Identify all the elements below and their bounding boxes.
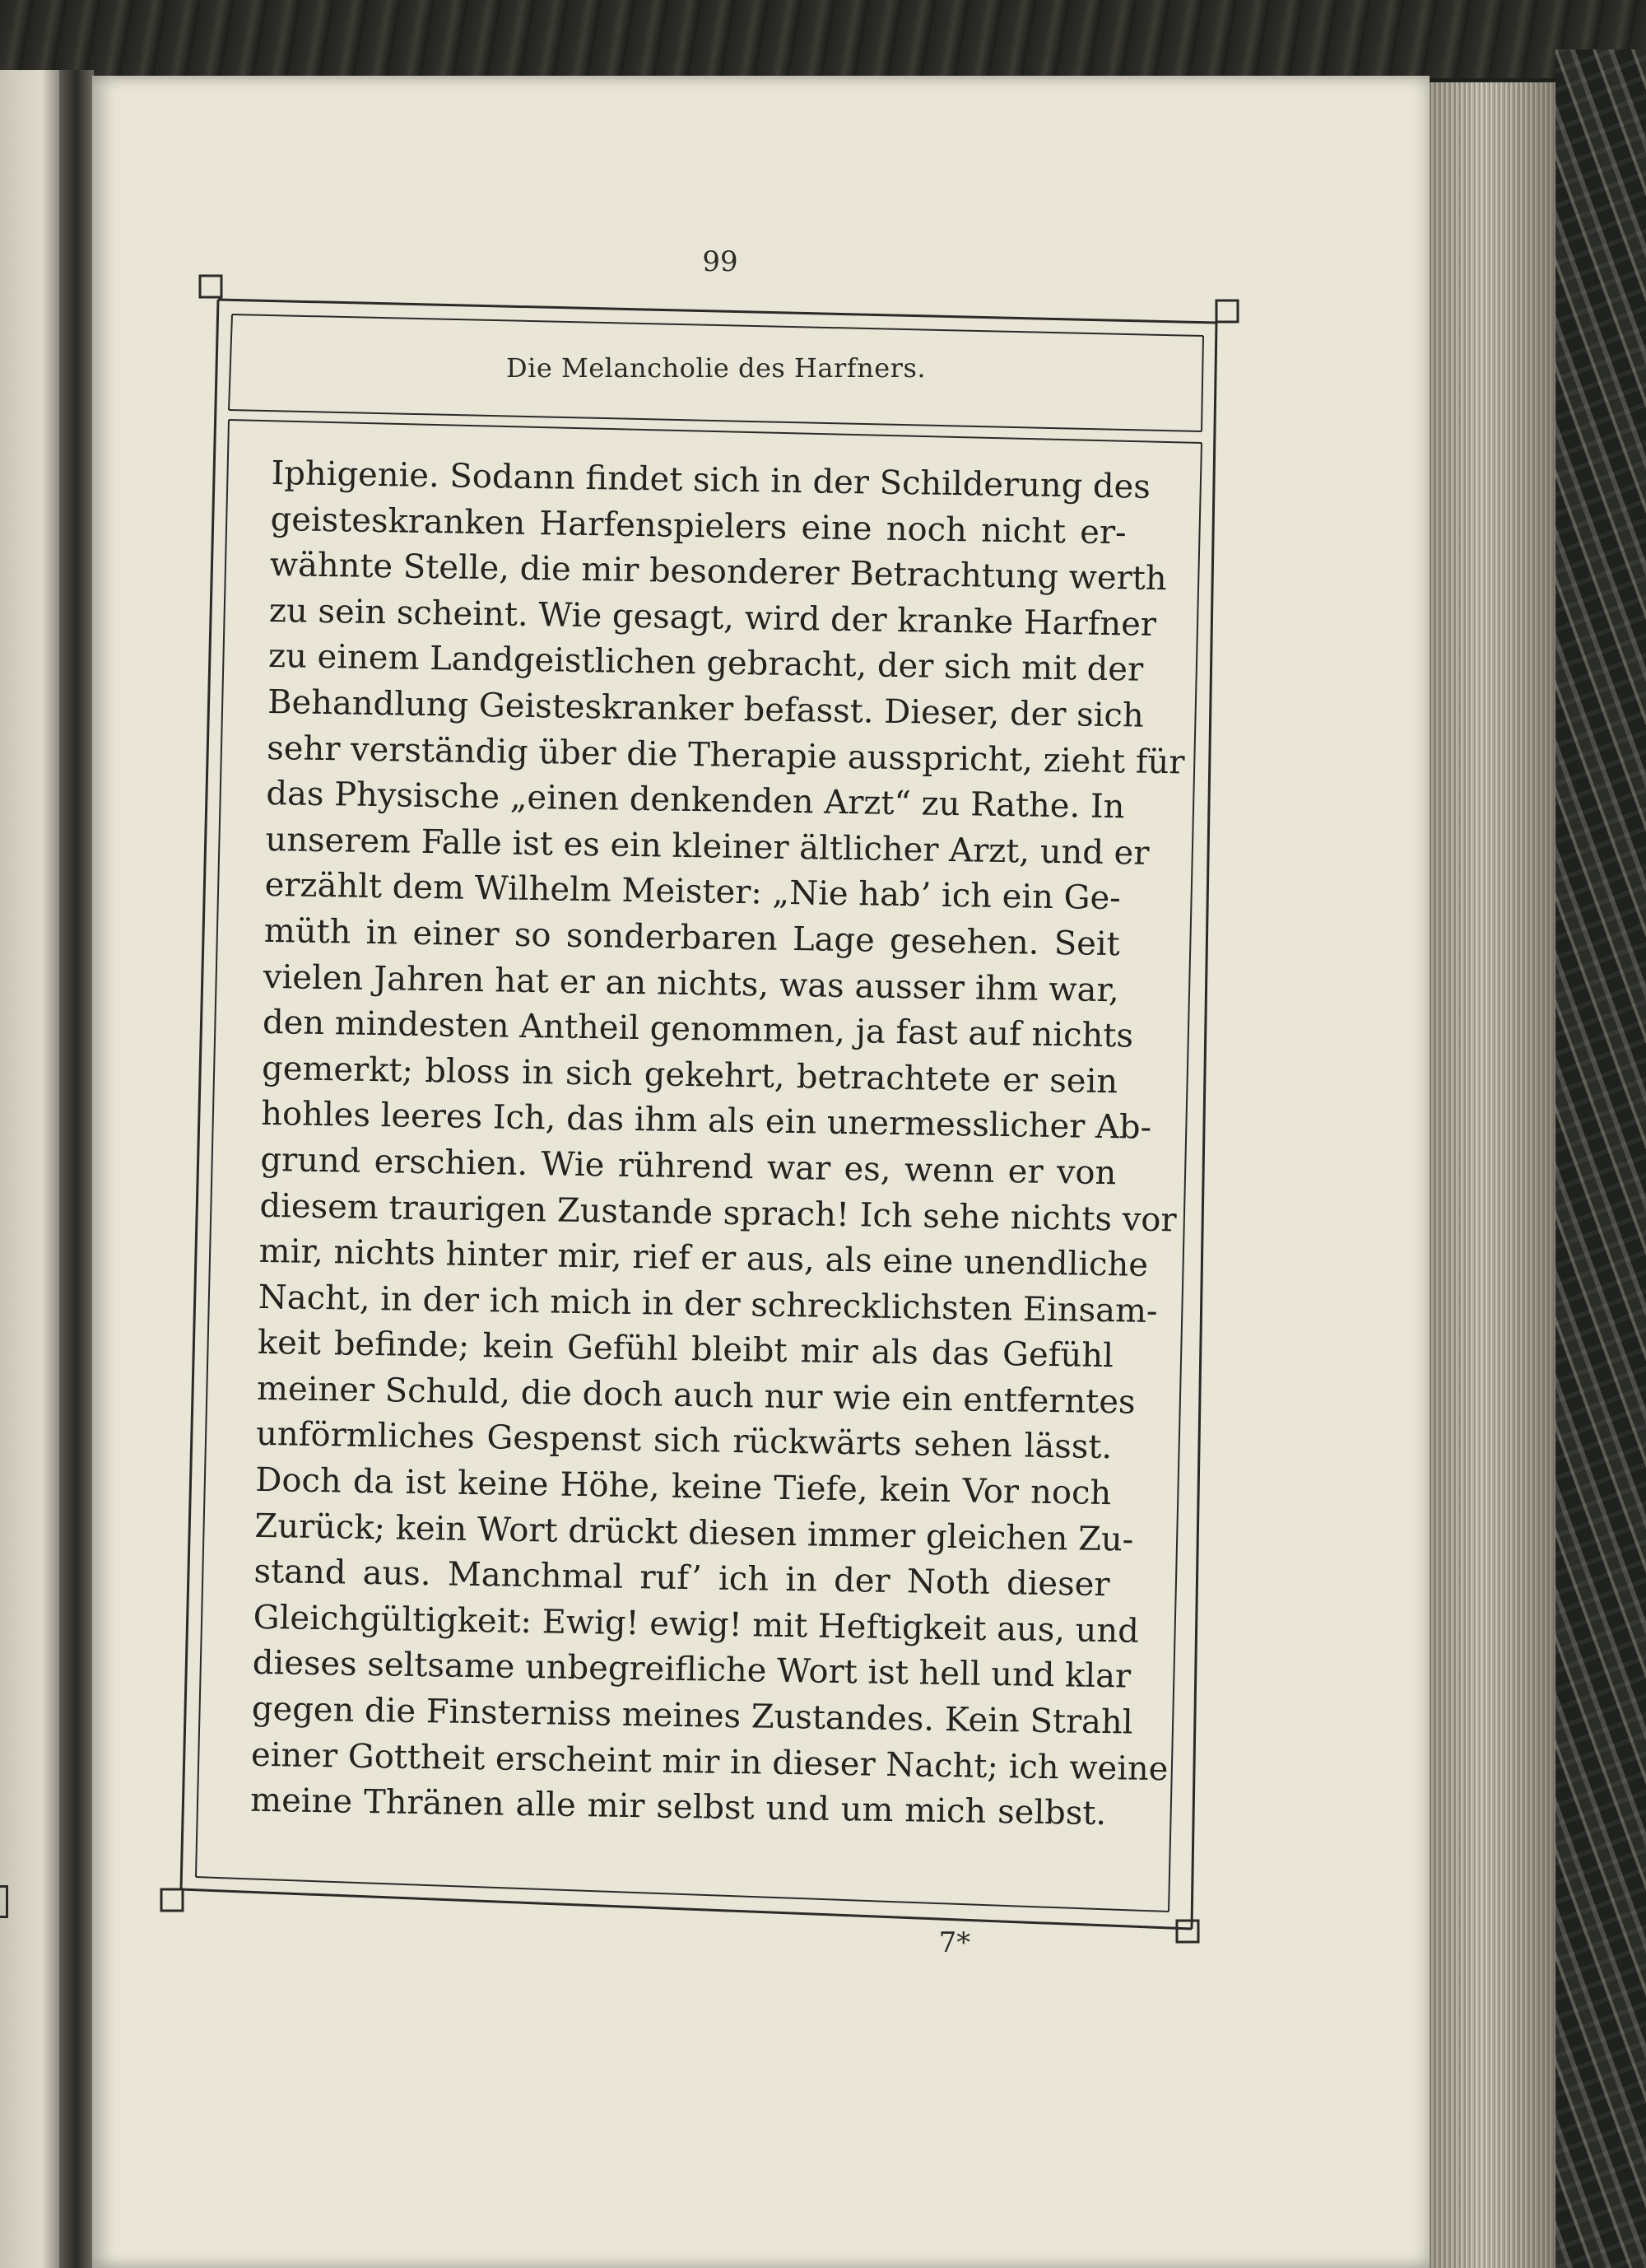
text-line: sehr verständig über die Therapie ausspricht, zieht für <box>266 729 1185 782</box>
text-line: Behandlung Geisteskranker befasst. Dieser, der sich <box>267 682 1145 735</box>
text-line: dieses seltsame unbegreifliche Wort ist hell und klar <box>252 1644 1132 1697</box>
corner-square-top-right <box>1216 300 1238 322</box>
signature-mark: 7* <box>938 1926 971 1959</box>
corner-square-bottom-right <box>1177 1921 1198 1942</box>
text-line: müth in einer so sonderbaren Lage gesehen. Seit <box>263 911 1121 964</box>
text-line: grund erschien. Wie rührend war es, wenn er von <box>260 1140 1117 1193</box>
text-line: erzählt dem Wilhelm Meister: „Nie hab’ ich ein Ge- <box>264 866 1122 918</box>
text-line: Iphigenie. Sodann findet sich in der Schilderung des <box>271 454 1151 506</box>
body-text <box>249 451 1185 1837</box>
text-line: diesem traurigen Zustande sprach! Ich sehe nichts vor <box>259 1186 1177 1239</box>
text-line: keit befinde; kein Gefühl bleibt mir als das Gefühl <box>257 1324 1114 1376</box>
text-line: geisteskranken Harfenspielers eine noch nicht er- <box>270 500 1127 552</box>
text-line: Doch da ist keine Höhe, keine Tiefe, kein Vor noch <box>255 1460 1112 1513</box>
running-header: Die Melancholie des Harfners. <box>505 352 927 384</box>
corner-square-top-left <box>200 276 221 297</box>
text-line: meiner Schuld, die doch auch nur wie ein entferntes <box>256 1369 1136 1422</box>
text-line: unförmliches Gespenst sich rückwärts sehen lässt. <box>255 1415 1113 1467</box>
text-line: Gleichgültigkeit: Ewig! ewig! mit Heftigkeit aus, und <box>253 1598 1140 1651</box>
text-line: einer Gottheit erscheint mir in dieser Nacht; ich weine <box>250 1735 1169 1788</box>
text-line: meine Thränen alle mir selbst und um mich selbst. <box>249 1781 1107 1833</box>
text-line: gemerkt; bloss in sich gekehrt, betrachtete er sein <box>261 1049 1118 1101</box>
page-number: 99 <box>702 245 738 278</box>
text-line: Zurück; kein Wort drückt diesen immer gleichen Zu- <box>254 1507 1134 1559</box>
text-line: unserem Falle ist es ein kleiner ältlicher Arzt, und er <box>265 820 1150 873</box>
text-line: zu sein scheint. Wie gesagt, wird der kranke Harfner <box>268 591 1157 644</box>
corner-square-bottom-left <box>161 1889 183 1911</box>
text-line: den mindesten Antheil genommen, ja fast auf nichts <box>262 1004 1134 1055</box>
text-line: hohles leeres Ich, das ihm als ein unermesslicher Ab- <box>260 1095 1152 1148</box>
text-line: zu einem Landgeistlichen gebracht, der sich mit der <box>267 637 1144 690</box>
text-line: Nacht, in der ich mich in der schrecklichsten Einsam- <box>258 1278 1158 1330</box>
text-line: mir, nichts hinter mir, rief er aus, als eine unendliche <box>258 1232 1149 1284</box>
text-line: stand aus. Manchmal ruf’ ich in der Noth dieser <box>253 1553 1110 1604</box>
text-line: gegen die Finsterniss meines Zustandes. Kein Strahl <box>251 1689 1133 1742</box>
text-line: wähnte Stelle, die mir besonderer Betrachtung werth <box>269 546 1167 598</box>
text-line: das Physische „einen denkenden Arzt“ zu Rathe. In <box>266 775 1125 827</box>
text-line: vielen Jahren hat er an nichts, was ausser ihm war, <box>263 957 1120 1009</box>
